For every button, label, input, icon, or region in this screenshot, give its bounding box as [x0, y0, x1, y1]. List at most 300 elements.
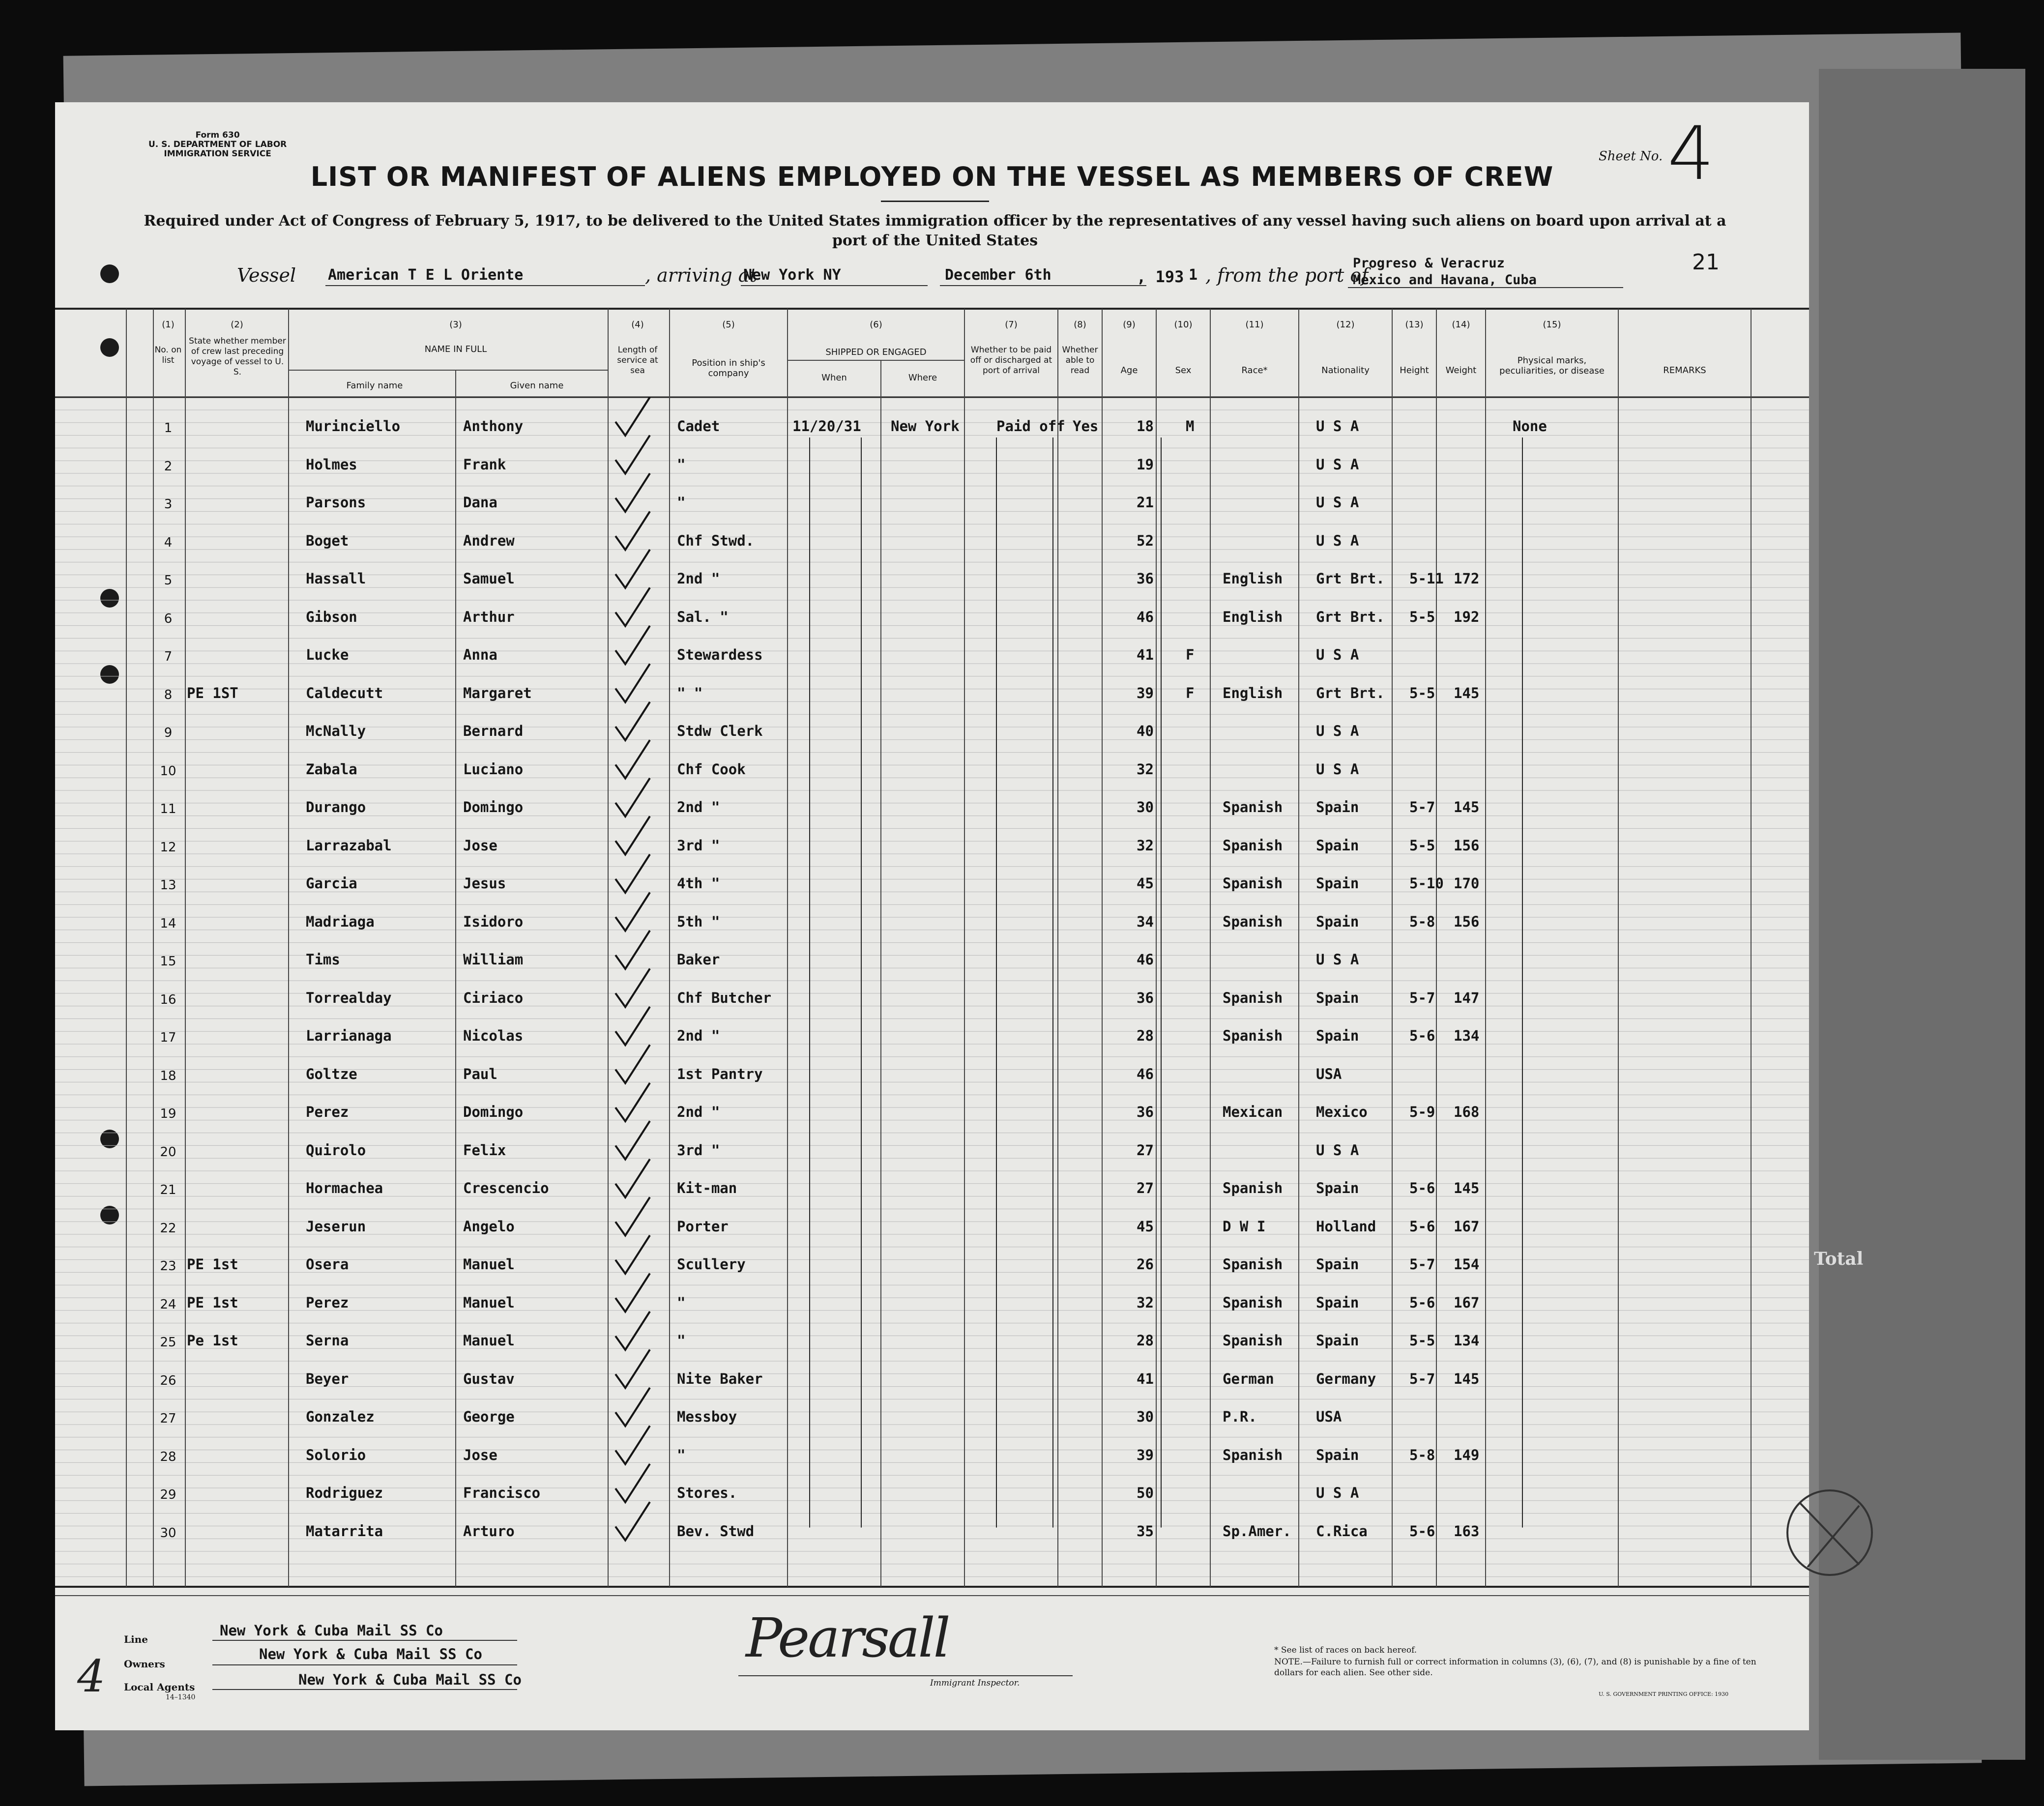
line-label: Line: [124, 1633, 148, 1645]
cell-position: Chf Stwd.: [677, 532, 755, 549]
cell-age: 41: [1137, 1370, 1154, 1387]
cell-prev-voyage: PE 1st: [187, 1256, 238, 1273]
cell-race: Spanish: [1223, 1027, 1283, 1044]
cell-age: 21: [1137, 494, 1154, 511]
col13-number: (13): [1405, 320, 1424, 330]
cell-position: 3rd ": [677, 1141, 720, 1159]
cell-nationality: Spain: [1316, 1446, 1359, 1463]
cell-given-name: Nicolas: [463, 1027, 524, 1044]
cell-age: 36: [1137, 1104, 1154, 1120]
penalty-note: NOTE.—Failure to furnish full or correct information in columns (3), (6), (7), and (8) is punishable by a fine of ten dollars for each alien. See other side.: [1274, 1657, 1756, 1678]
row-number: 11: [160, 802, 176, 816]
cell-race: Spanish: [1223, 1332, 1283, 1349]
cell-family-name: Rodriguez: [306, 1485, 383, 1501]
cell-family-name: McNally: [306, 723, 366, 739]
row-number: 10: [160, 763, 176, 779]
cell-given-name: Luciano: [463, 760, 524, 778]
cell-family-name: Boget: [306, 532, 349, 549]
cell-age: 32: [1137, 837, 1154, 854]
cell-height: 5-7: [1409, 1256, 1435, 1273]
col5-heading: Position in ship's company: [692, 358, 765, 379]
cell-nationality: Spain: [1316, 913, 1359, 930]
right-margin-note: Total: [1814, 1249, 1864, 1269]
row-number: 13: [160, 878, 176, 893]
cell-nationality: Spain: [1316, 1332, 1359, 1349]
row-number: 30: [160, 1525, 176, 1541]
vessel-label: Vessel: [237, 264, 296, 286]
cell-weight: 192: [1454, 608, 1480, 625]
cell-race: Spanish: [1223, 989, 1283, 1006]
cell-height: 5-7: [1409, 1370, 1435, 1387]
col6-where-heading: Where: [908, 373, 937, 383]
row-number: 20: [160, 1144, 176, 1160]
service-checkmark: [615, 740, 650, 779]
cell-family-name: Osera: [306, 1256, 349, 1273]
service-checkmark: [615, 1502, 650, 1541]
cell-nationality: U S A: [1316, 532, 1359, 549]
cell-weight: 156: [1454, 913, 1480, 930]
arriving-label: , arriving at: [645, 264, 757, 286]
races-note: * See list of races on back hereof.: [1274, 1645, 1417, 1655]
cell-weight: 154: [1454, 1256, 1480, 1273]
col3-given-heading: Given name: [510, 380, 564, 391]
margin-number: 4: [77, 1651, 106, 1702]
cell-family-name: Gonzalez: [306, 1408, 375, 1425]
cell-height: 5-7: [1409, 989, 1435, 1006]
row-number: 29: [160, 1487, 176, 1502]
row-number: 7: [164, 649, 173, 664]
form-number: Form 630: [195, 130, 240, 140]
cell-nationality: Spain: [1316, 989, 1359, 1006]
cell-age: 28: [1137, 1332, 1154, 1349]
cell-age: 26: [1137, 1256, 1154, 1273]
cell-race: Spanish: [1223, 875, 1283, 892]
cell-sex: F: [1186, 646, 1195, 663]
cell-age: 46: [1137, 608, 1154, 625]
cell-age: 35: [1137, 1522, 1154, 1540]
cell-height: 5-6: [1409, 1027, 1435, 1044]
cell-weight: 145: [1454, 1180, 1480, 1196]
col4-number: (4): [631, 320, 644, 330]
col10-heading: Sex: [1175, 365, 1192, 376]
cell-weight: 149: [1454, 1446, 1480, 1463]
col2-number: (2): [231, 320, 243, 330]
cell-race: German: [1223, 1370, 1274, 1387]
cell-family-name: Matarrita: [306, 1522, 383, 1540]
cell-family-name: Parsons: [306, 494, 366, 511]
cell-family-name: Murinciello: [306, 418, 401, 435]
cell-nationality: USA: [1316, 1065, 1342, 1082]
cell-age: 50: [1137, 1485, 1154, 1501]
col14-heading: Weight: [1445, 365, 1477, 376]
cell-given-name: Ciriaco: [463, 989, 524, 1006]
cell-age: 30: [1137, 1408, 1154, 1425]
row-number: 17: [160, 1030, 176, 1045]
rule: [212, 1664, 517, 1665]
cell-given-name: Anthony: [463, 418, 524, 435]
cell-age: 32: [1137, 760, 1154, 778]
cell-shipped-where: New York: [891, 418, 960, 435]
year-suffix: 1: [1189, 266, 1198, 284]
cell-position: 4th ": [677, 875, 720, 892]
cell-nationality: Spain: [1316, 875, 1359, 892]
cell-family-name: Torrealday: [306, 989, 392, 1006]
service-checkmark: [615, 969, 650, 1007]
cell-given-name: Gustav: [463, 1370, 515, 1387]
service-checkmark: [615, 816, 650, 855]
service-checkmark: [615, 473, 650, 512]
cell-weight: 145: [1454, 1370, 1480, 1387]
cell-position: Cadet: [677, 418, 720, 435]
cell-nationality: U S A: [1316, 723, 1359, 739]
service-checkmark: [615, 1045, 650, 1083]
cell-nationality: Germany: [1316, 1370, 1376, 1387]
cell-height: 5-5: [1409, 1332, 1435, 1349]
col15-number: (15): [1543, 320, 1561, 330]
cell-weight: 145: [1454, 684, 1480, 701]
cell-position: 3rd ": [677, 837, 720, 854]
cell-age: 45: [1137, 875, 1154, 892]
cell-given-name: Jesus: [463, 875, 506, 892]
page-subtitle: Required under Act of Congress of February 5, 1917, to be delivered to the United States immigration officer by the representatives of any vessel having such aliens on board upon arrival at a port of the United States: [144, 212, 1726, 249]
cell-position: Stewardess: [677, 646, 763, 663]
cell-paid-off: Paid off: [996, 418, 1065, 435]
service-checkmark: [615, 512, 650, 550]
cell-shipped-when: 11/20/31: [792, 418, 861, 435]
cell-position: Nite Baker: [677, 1370, 763, 1387]
row-number: 25: [160, 1335, 176, 1350]
cell-nationality: Grt Brt.: [1316, 684, 1385, 701]
cell-nationality: U S A: [1316, 494, 1359, 511]
cell-weight: 172: [1454, 570, 1480, 587]
from-port-line2: Mexico and Havana, Cuba: [1353, 272, 1537, 288]
cell-nationality: Spain: [1316, 1256, 1359, 1273]
cell-nationality: U S A: [1316, 1141, 1359, 1159]
cell-given-name: Andrew: [463, 532, 515, 549]
arrival-port: New York NY: [743, 266, 841, 284]
service-checkmark: [615, 1274, 650, 1312]
printing-office: U. S. GOVERNMENT PRINTING OFFICE: 1930: [1599, 1691, 1729, 1697]
cell-family-name: Quirolo: [306, 1141, 366, 1159]
cell-height: 5-6: [1409, 1180, 1435, 1196]
cell-family-name: Jeserun: [306, 1218, 366, 1235]
sheet-label: Sheet No.: [1599, 149, 1663, 164]
cell-family-name: Tims: [306, 951, 340, 968]
rule: [738, 1675, 1073, 1676]
service-checkmark: [615, 664, 650, 702]
cell-family-name: Garcia: [306, 875, 357, 892]
row-number: 23: [160, 1259, 176, 1274]
cell-weight: 168: [1454, 1104, 1480, 1120]
cell-given-name: Isidoro: [463, 913, 524, 930]
cell-position: ": [677, 456, 686, 473]
col6-heading: SHIPPED OR ENGAGED: [825, 347, 927, 357]
cell-race: Spanish: [1223, 1294, 1283, 1311]
cell-family-name: Madriaga: [306, 913, 375, 930]
cell-physical-marks: None: [1513, 418, 1547, 435]
cell-nationality: Holland: [1316, 1218, 1376, 1235]
form-code: 14–1340: [166, 1693, 196, 1701]
col1-heading: No. on list: [154, 345, 182, 365]
cell-race: Spanish: [1223, 1446, 1283, 1463]
row-number: 8: [164, 687, 173, 702]
col11-number: (11): [1245, 320, 1264, 330]
cell-prev-voyage: Pe 1st: [187, 1332, 238, 1349]
row-number: 14: [160, 916, 176, 931]
cell-position: " ": [677, 684, 703, 701]
cell-age: 27: [1137, 1141, 1154, 1159]
cell-age: 18: [1137, 418, 1154, 435]
cell-family-name: Goltze: [306, 1065, 357, 1082]
cell-position: Scullery: [677, 1256, 746, 1273]
cell-family-name: Solorio: [306, 1446, 366, 1463]
owners-value: New York & Cuba Mail SS Co: [259, 1646, 482, 1662]
cell-position: Chf Cook: [677, 760, 746, 778]
cell-family-name: Serna: [306, 1332, 349, 1349]
cell-nationality: U S A: [1316, 456, 1359, 473]
cell-position: 2nd ": [677, 570, 720, 587]
cell-race: Mexican: [1223, 1104, 1283, 1120]
col13-heading: Height: [1400, 365, 1429, 376]
row-number: 2: [164, 459, 173, 474]
col9-heading: Age: [1120, 365, 1138, 376]
cell-position: Bev. Stwd: [677, 1522, 755, 1540]
cell-position: 1st Pantry: [677, 1065, 763, 1082]
cell-family-name: Larrianaga: [306, 1027, 392, 1044]
cell-race: English: [1223, 608, 1283, 625]
cell-age: 36: [1137, 989, 1154, 1006]
cell-position: Chf Butcher: [677, 989, 772, 1006]
service-checkmark: [615, 854, 650, 893]
service-checkmark: [615, 1464, 650, 1502]
cell-family-name: Beyer: [306, 1370, 349, 1387]
cell-prev-voyage: PE 1ST: [187, 684, 238, 701]
service-checkmark: [615, 1235, 650, 1274]
cell-height: 5-5: [1409, 837, 1435, 854]
row-number: 1: [164, 421, 173, 436]
cell-family-name: Holmes: [306, 456, 357, 473]
cell-family-name: Hormachea: [306, 1180, 383, 1196]
cell-weight: 145: [1454, 799, 1480, 816]
cell-race: Sp.Amer.: [1223, 1522, 1291, 1540]
cell-weight: 167: [1454, 1218, 1480, 1235]
cell-given-name: Anna: [463, 646, 497, 663]
col3-heading: NAME IN FULL: [424, 344, 487, 354]
cell-given-name: Manuel: [463, 1332, 515, 1349]
cell-family-name: Caldecutt: [306, 684, 383, 701]
col5-number: (5): [722, 320, 735, 330]
rule: [212, 1689, 517, 1690]
col12-heading: Nationality: [1321, 365, 1370, 376]
cell-given-name: Margaret: [463, 684, 532, 701]
owners-label: Owners: [124, 1658, 165, 1670]
cell-age: 45: [1137, 1218, 1154, 1235]
service-checkmark: [615, 1350, 650, 1388]
cell-family-name: Durango: [306, 799, 366, 816]
rule: [212, 1640, 517, 1641]
service-checkmark: [615, 1007, 650, 1045]
cell-weight: 147: [1454, 989, 1480, 1006]
cell-position: Stdw Clerk: [677, 723, 763, 739]
cell-family-name: Hassall: [306, 570, 366, 587]
cell-height: 5-10: [1409, 875, 1444, 892]
col11-heading: Race*: [1241, 365, 1268, 376]
col6-when-heading: When: [821, 373, 847, 383]
cell-height: 5-6: [1409, 1294, 1435, 1311]
service-checkmark: [615, 626, 650, 664]
cell-given-name: Domingo: [463, 1104, 524, 1120]
vessel-name: American T E L Oriente: [328, 266, 524, 284]
cell-given-name: Angelo: [463, 1218, 515, 1235]
cell-position: 2nd ": [677, 1104, 720, 1120]
col10-number: (10): [1174, 320, 1193, 330]
row-number: 4: [164, 535, 173, 550]
cell-age: 39: [1137, 1446, 1154, 1463]
cell-given-name: George: [463, 1408, 515, 1425]
row-number: 26: [160, 1373, 176, 1388]
cell-height: 5-6: [1409, 1218, 1435, 1235]
row-number: 28: [160, 1449, 176, 1464]
cell-nationality: Mexico: [1316, 1104, 1368, 1120]
cell-sex: M: [1186, 418, 1195, 435]
cell-weight: 156: [1454, 837, 1480, 854]
row-number: 9: [164, 726, 173, 740]
service-checkmark: [615, 1121, 650, 1160]
cell-position: ": [677, 494, 686, 511]
cell-given-name: Francisco: [463, 1485, 541, 1501]
cell-nationality: C.Rica: [1316, 1522, 1368, 1540]
row-number: 21: [160, 1183, 176, 1197]
cell-height: 5-9: [1409, 1104, 1435, 1120]
line-value: New York & Cuba Mail SS Co: [220, 1622, 443, 1639]
cell-able-to-read: Yes: [1073, 418, 1099, 435]
row-number: 27: [160, 1411, 176, 1426]
row-number: 5: [164, 573, 173, 588]
cell-age: 52: [1137, 532, 1154, 549]
service-checkmark: [615, 1159, 650, 1197]
service-checkmark: [615, 702, 650, 740]
cell-nationality: USA: [1316, 1408, 1342, 1425]
cell-given-name: Bernard: [463, 723, 524, 739]
cell-given-name: Arturo: [463, 1522, 515, 1540]
cell-age: 28: [1137, 1027, 1154, 1044]
service-checkmark: [615, 588, 650, 626]
service-checkmark: [615, 1197, 650, 1236]
row-number: 22: [160, 1221, 176, 1236]
cell-nationality: Spain: [1316, 837, 1359, 854]
cell-weight: 134: [1454, 1027, 1480, 1044]
cell-height: 5-6: [1409, 1522, 1435, 1540]
cell-given-name: Arthur: [463, 608, 515, 625]
cell-given-name: William: [463, 951, 524, 968]
cell-race: Spanish: [1223, 913, 1283, 930]
cell-given-name: Paul: [463, 1065, 497, 1082]
cell-age: 36: [1137, 570, 1154, 587]
cell-given-name: Jose: [463, 1446, 497, 1463]
col9-number: (9): [1123, 320, 1136, 330]
cell-race: D W I: [1223, 1218, 1266, 1235]
service-checkmark: [615, 778, 650, 816]
from-label: , from the port of: [1205, 264, 1369, 286]
cell-age: 40: [1137, 723, 1154, 739]
cell-nationality: Grt Brt.: [1316, 570, 1385, 587]
cell-family-name: Perez: [306, 1294, 349, 1311]
cell-prev-voyage: PE 1st: [187, 1294, 238, 1311]
department: U. S. DEPARTMENT OF LABOR: [148, 140, 287, 149]
col3-family-heading: Family name: [346, 380, 403, 391]
cell-given-name: Manuel: [463, 1294, 515, 1311]
col6-number: (6): [870, 320, 882, 330]
cell-position: Messboy: [677, 1408, 737, 1425]
col4-heading: Length of service at sea: [617, 345, 658, 376]
cell-age: 46: [1137, 1065, 1154, 1082]
cell-position: Kit-man: [677, 1180, 737, 1196]
row-number: 15: [160, 954, 176, 969]
cell-nationality: Grt Brt.: [1316, 608, 1385, 625]
cell-given-name: Dana: [463, 494, 497, 511]
cell-given-name: Domingo: [463, 799, 524, 816]
cell-nationality: Spain: [1316, 1294, 1359, 1311]
cell-age: 34: [1137, 913, 1154, 930]
cell-given-name: Felix: [463, 1141, 506, 1159]
service-checkmark: [615, 1388, 650, 1426]
arrival-date: December 6th: [945, 266, 1051, 284]
col12-number: (12): [1336, 320, 1355, 330]
cell-age: 30: [1137, 799, 1154, 816]
cell-position: Porter: [677, 1218, 729, 1235]
cell-position: ": [677, 1294, 686, 1311]
cell-weight: 163: [1454, 1522, 1480, 1540]
service-checkmark: [615, 1311, 650, 1350]
cell-family-name: Larrazabal: [306, 837, 392, 854]
cell-nationality: Spain: [1316, 799, 1359, 816]
cell-nationality: Spain: [1316, 1027, 1359, 1044]
row-number: 3: [164, 497, 173, 512]
cell-given-name: Frank: [463, 456, 506, 473]
cell-height: 5-8: [1409, 913, 1435, 930]
col7-heading: Whether to be paid off or discharged at port of arrival: [970, 345, 1052, 376]
inspector-signature: Pearsall: [746, 1606, 949, 1669]
cell-nationality: U S A: [1316, 418, 1359, 435]
cell-race: Spanish: [1223, 837, 1283, 854]
cell-race: Spanish: [1223, 1180, 1283, 1196]
cell-family-name: Lucke: [306, 646, 349, 663]
cell-nationality: U S A: [1316, 646, 1359, 663]
service: IMMIGRATION SERVICE: [164, 149, 271, 159]
row-number: 19: [160, 1107, 176, 1121]
page-title: LIST OR MANIFEST OF ALIENS EMPLOYED ON THE VESSEL AS MEMBERS OF CREW: [310, 161, 1554, 192]
list-number: 21: [1692, 250, 1720, 275]
service-checkmark: [615, 436, 650, 474]
cell-height: 5-5: [1409, 608, 1435, 625]
cell-height: 5-11: [1409, 570, 1444, 587]
cell-age: 19: [1137, 456, 1154, 473]
manifest-page: [55, 102, 1809, 1730]
cell-height: 5-8: [1409, 1446, 1435, 1463]
cell-given-name: Samuel: [463, 570, 515, 587]
row-number: 12: [160, 840, 176, 855]
col14-number: (14): [1452, 320, 1470, 330]
cell-height: 5-5: [1409, 684, 1435, 701]
cell-nationality: Spain: [1316, 1180, 1359, 1196]
cell-given-name: Manuel: [463, 1256, 515, 1273]
col1-number: (1): [162, 320, 175, 330]
service-checkmark: [615, 397, 650, 436]
cell-position: Sal. ": [677, 608, 729, 625]
cell-weight: 167: [1454, 1294, 1480, 1311]
cell-age: 46: [1137, 951, 1154, 968]
cell-weight: 170: [1454, 875, 1480, 892]
